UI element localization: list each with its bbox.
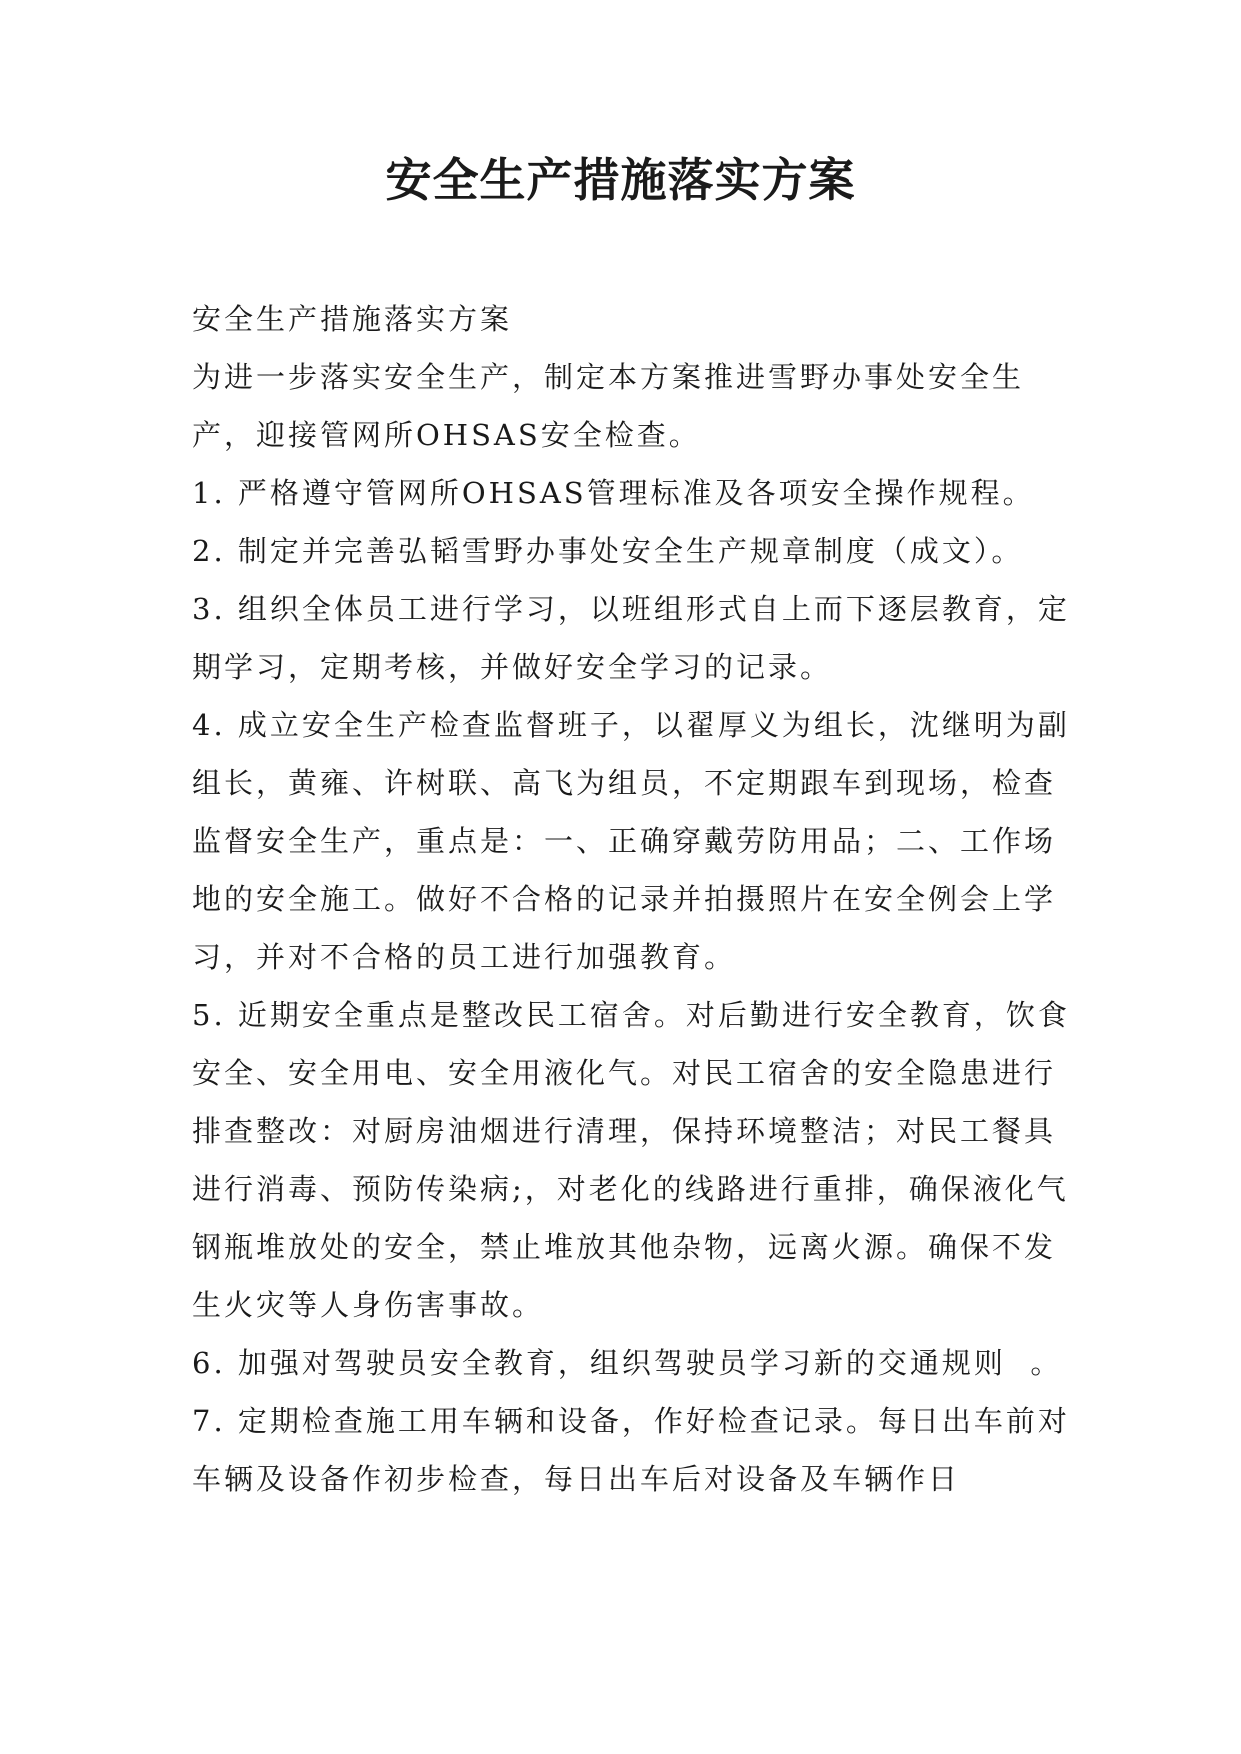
list-item-7: 7. 定期检查施工用车辆和设备，作好检查记录。每日出车前对车辆及设备作初步检查，每日出车后对设备及车辆作日 <box>192 1404 1070 1496</box>
body-heading: 安全生产措施落实方案 <box>192 302 513 336</box>
list-item-4: 4. 成立安全生产检查监督班子，以翟厚义为组长，沈继明为副组长，黄雍、许树联、高飞为组员，不定期跟车到现场，检查监督安全生产，重点是：一、正确穿戴劳防用品；二、工作场地的安全施工。做好不合格的记录并拍摄照片在安全例会上学习，并对不合格的员工进行加强教育。 <box>192 708 1070 974</box>
list-item-1: 1. 严格遵守管网所OHSAS管理标准及各项安全操作规程。 <box>192 476 1035 510</box>
list-item-2: 2. 制定并完善弘韬雪野办事处安全生产规章制度（成文）。 <box>192 534 1024 568</box>
list-item-5: 5. 近期安全重点是整改民工宿舍。对后勤进行安全教育，饮食安全、安全用电、安全用液化气。对民工宿舍的安全隐患进行排查整改：对厨房油烟进行清理，保持环境整洁；对民工餐具进行消毒、预防传染病;，对老化的线路进行重排，确保液化气钢瓶堆放处的安全，禁止堆放其他杂物，远离火源。确保不发生火灾等人身伤害事故。 <box>192 998 1070 1322</box>
intro-paragraph: 为进一步落实安全生产，制定本方案推进雪野办事处安全生产，迎接管网所OHSAS安全检查。 <box>192 360 1025 452</box>
document-body <box>192 290 1072 1508</box>
list-item-3: 3. 组织全体员工进行学习，以班组形式自上而下逐层教育，定期学习，定期考核，并做好安全学习的记录。 <box>192 592 1070 684</box>
document-title: 安全生产措施落实方案 <box>385 153 856 207</box>
list-item-6: 6. 加强对驾驶员安全教育，组织驾驶员学习新的交通规则 。 <box>192 1346 1063 1380</box>
